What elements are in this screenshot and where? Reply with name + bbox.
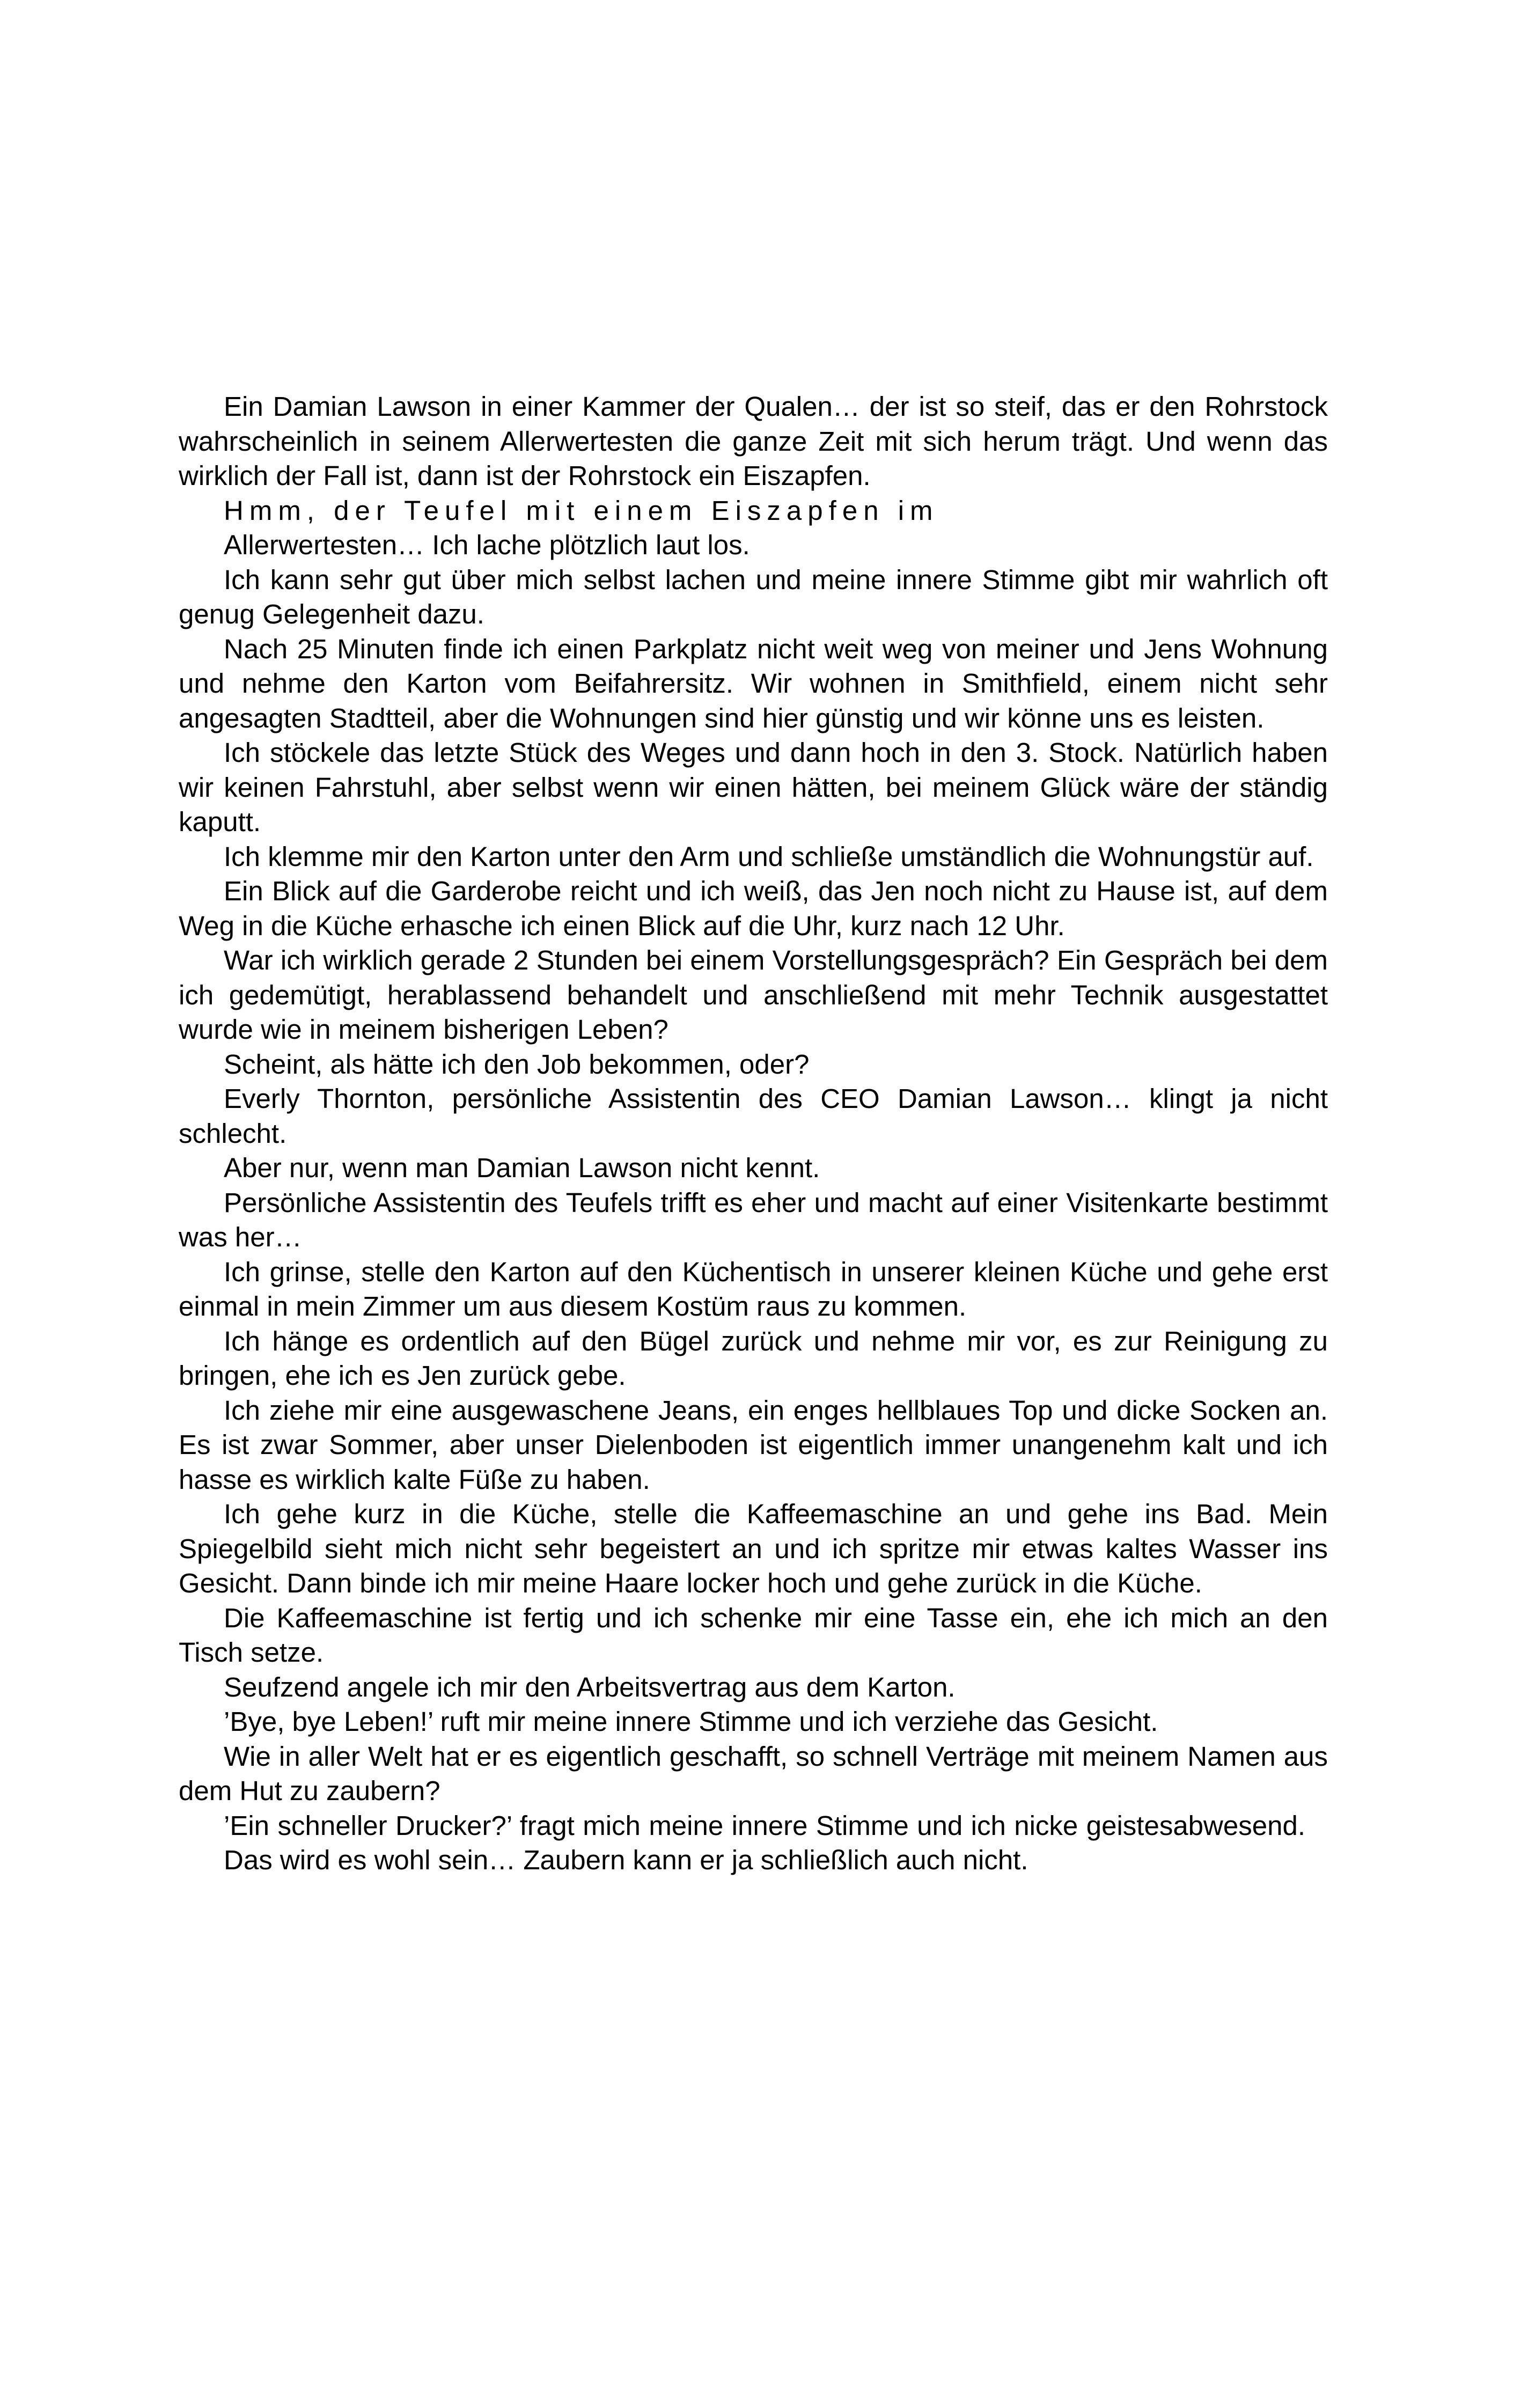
- paragraph-6: Ich stöckele das letzte Stück des Weges und dann hoch in den 3. Stock. Natürlich haben wir keinen Fahrstuhl, aber selbst wenn wir einen hätten, bei meinem Glück wäre der ständig kaputt.: [179, 737, 1328, 837]
- paragraph-10: Scheint, als hätte ich den Job bekommen, oder?: [224, 1048, 810, 1080]
- paragraph-16: Ich ziehe mir eine ausgewaschene Jeans, ein enges hellblaues Top und dicke Socken an. Es ist zwar Sommer, aber unser Dielenboden ist eigentlich immer unangenehm kalt und ich hasse es wirklich kalte Füße zu haben.: [179, 1394, 1328, 1495]
- paragraph-7: Ich klemme mir den Karton unter den Arm und schließe umständlich die Wohnungstür auf.: [224, 841, 1314, 872]
- paragraph-2: Hmm, der Teufel mit einem Eiszapfen im: [224, 495, 939, 526]
- paragraph-9: War ich wirklich gerade 2 Stunden bei einem Vorstellungsgespräch? Ein Gespräch bei dem ich gedemütigt, herablassend behandelt und anschließend mit mehr Technik ausgestattet wurde wie in meinem bisherigen Leben?: [179, 945, 1328, 1045]
- paragraph-20: ’Bye, bye Leben!’ ruft mir meine innere Stimme und ich verziehe das Gesicht.: [224, 1706, 1158, 1737]
- paragraph-12: Aber nur, wenn man Damian Lawson nicht kennt.: [224, 1152, 820, 1183]
- paragraph-15: Ich hänge es ordentlich auf den Bügel zurück und nehme mir vor, es zur Reinigung zu bringen, ehe ich es Jen zurück gebe.: [179, 1325, 1328, 1391]
- paragraph-5: Nach 25 Minuten finde ich einen Parkplatz nicht weit weg von meiner und Jens Wohnung und nehme den Karton vom Beifahrersitz. Wir wohnen in Smithfield, einem nicht sehr angesagten Stadtteil, aber die Wohnungen sind hier günstig und wir könne uns es leisten.: [179, 633, 1328, 733]
- paragraph-18: Die Kaffeemaschine ist fertig und ich schenke mir eine Tasse ein, ehe ich mich an den Tisch setze.: [179, 1602, 1328, 1668]
- paragraph-3: Allerwertesten… Ich lache plötzlich laut los.: [224, 530, 750, 560]
- paragraph-4: Ich kann sehr gut über mich selbst lachen und meine innere Stimme gibt mir wahrlich oft genug Gelegenheit dazu.: [179, 564, 1328, 629]
- paragraph-14: Ich grinse, stelle den Karton auf den Küchentisch in unserer kleinen Küche und gehe erst einmal in mein Zimmer um aus diesem Kostüm raus zu kommen.: [179, 1256, 1328, 1322]
- paragraph-8: Ein Blick auf die Garderobe reicht und ich weiß, das Jen noch nicht zu Hause ist, auf dem Weg in die Küche erhasche ich einen Blick auf die Uhr, kurz nach 12 Uhr.: [179, 876, 1328, 941]
- paragraph-21: Wie in aller Welt hat er es eigentlich geschafft, so schnell Verträge mit meinem Namen aus dem Hut zu zaubern?: [179, 1741, 1328, 1806]
- paragraph-22: ’Ein schneller Drucker?’ fragt mich meine innere Stimme und ich nicke geistesabwesend. Das wird es wohl sein… Zaubern kann er ja schließlich auch nicht.: [224, 1810, 1305, 1875]
- paragraph-19: Seufzend angele ich mir den Arbeitsvertrag aus dem Karton.: [224, 1671, 956, 1702]
- paragraph-11: Everly Thornton, persönliche Assistentin des CEO Damian Lawson… klingt ja nicht schlecht.: [179, 1083, 1328, 1149]
- paragraph-13: Persönliche Assistentin des Teufels trifft es eher und macht auf einer Visitenkarte bestimmt was her…: [179, 1187, 1328, 1252]
- paragraph-1: Ein Damian Lawson in einer Kammer der Qualen… der ist so steif, das er den Rohrstock wahrscheinlich in seinem Allerwertesten die ganze Zeit mit sich herum trägt. Und wenn das wirklich der Fall ist, dann ist der Rohrstock ein Eiszapfen.: [179, 391, 1328, 491]
- document-body: [179, 390, 1328, 1878]
- paragraph-17: Ich gehe kurz in die Küche, stelle die Kaffeemaschine an und gehe ins Bad. Mein Spiegelbild sieht mich nicht sehr begeistert an und ich spritze mir etwas kaltes Wasser ins Gesicht. Dann binde ich mir meine Haare locker hoch und gehe zurück in die Küche.: [179, 1499, 1328, 1598]
